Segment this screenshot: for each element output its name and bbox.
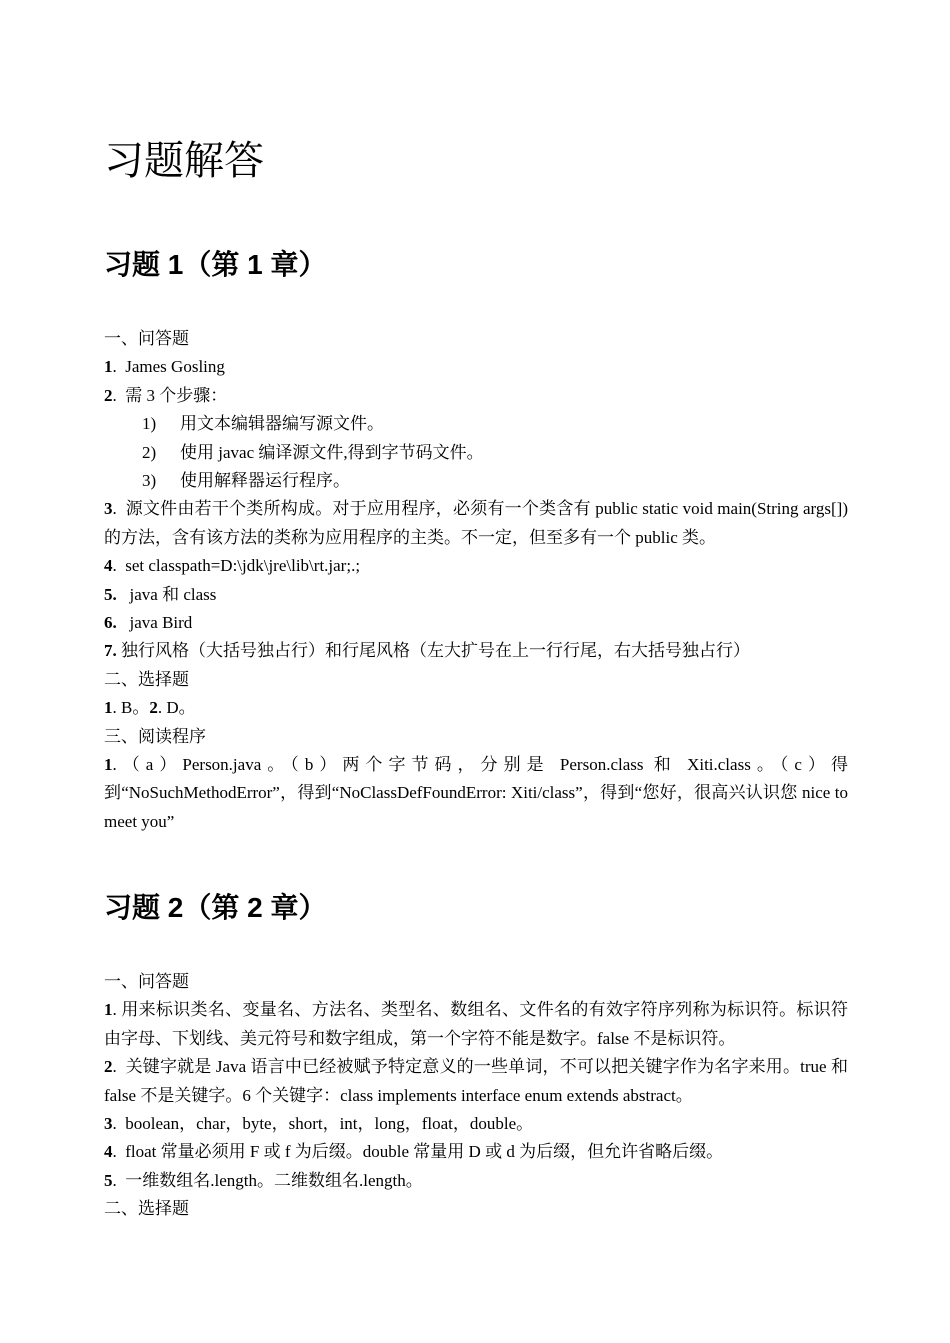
- answer-number: 2: [149, 698, 158, 718]
- answer-text: boolean，char，byte，short，int，long，float，double。: [125, 1114, 534, 1134]
- answer-text: java Bird: [129, 612, 193, 632]
- answer-number: 1: [104, 357, 113, 377]
- step-number: 3): [142, 470, 157, 490]
- step-number: 1): [142, 414, 157, 434]
- answer-text: 独行风格（大括号独占行）和行尾风格（左大扩号在上一行行尾，右大括号独占行）: [121, 641, 750, 661]
- chapter-1-heading: 习题 1（第 1 章）: [104, 249, 327, 280]
- answer-1-7: [104, 637, 848, 665]
- section-qa-heading: 一、问答题: [104, 329, 189, 348]
- answer-number: 5.: [104, 584, 117, 604]
- answer-text: float 常量必须用 F 或 f 为后缀。double 常量用 D 或 d 为后缀，但允许省略后缀。: [125, 1142, 724, 1162]
- answer-number: 1: [104, 1000, 113, 1020]
- answer-text: 关键字就是 Java 语言中已经被赋予特定意义的一些单词，不可以把关键字作为名字来用。true 和 false 不是关键字。6 个关键字：class implements interface enum extends abstract。: [104, 1057, 849, 1105]
- answer-text: 需 3 个步骤：: [125, 385, 228, 405]
- chapter-2-heading: 习题 2（第 2 章）: [104, 892, 327, 923]
- answer-number: 3: [104, 499, 113, 519]
- answer-number: 4: [104, 1142, 113, 1162]
- answer-number: 5: [104, 1170, 113, 1190]
- answer-1-4: 4. set classpath=D:\jdk\jre\lib\rt.jar;.;: [104, 556, 361, 576]
- chapter-1-content: [104, 325, 848, 836]
- step-item: [104, 410, 848, 438]
- answer-1-1: 1. James Gosling: [104, 357, 225, 377]
- step-text: 用文本编辑器编写源文件。: [180, 414, 384, 434]
- section-choice-heading: 二、选择题: [104, 1199, 189, 1219]
- answer-text: 用来标识类名、变量名、方法名、类型名、数组名、文件名的有效字符序列称为标识符。标识符由字母、下划线、美元符号和数字组成，第一个字符不能是数字。false 不是标识符。: [104, 1000, 849, 1048]
- answer-text: set classpath=D:\jdk\jre\lib\rt.jar;.;: [125, 556, 361, 576]
- choice-answers: [104, 694, 848, 722]
- answer-text: . D。: [157, 698, 196, 718]
- answer-number: 1: [104, 698, 113, 718]
- answer-number: 1: [104, 754, 113, 774]
- step-item: [104, 439, 848, 467]
- section-read-heading: 三、阅读程序: [104, 726, 206, 746]
- answer-1-6: [104, 609, 848, 637]
- answer-text: 源文件由若干个类所构成。对于应用程序，必须有一个类含有 public static void main(String args[])的方法，含有该方法的类称为应用程序的主类。不一定，但至多有一个 public 类。: [104, 499, 848, 547]
- step-text: 使用 javac 编译源文件,得到字节码文件。: [180, 442, 484, 462]
- document-title: 习题解答: [104, 138, 264, 183]
- answer-number: 2: [104, 385, 113, 405]
- answer-text: java 和 class: [129, 584, 217, 604]
- answer-number: 2: [104, 1057, 113, 1077]
- answer-1-3: 3. 源文件由若干个类所构成。对于应用程序，必须有一个类含有 public static void main(String args[])的方法，含有该方法的类称为应用程序的主类。不一定，但至多有一个 public 类。: [104, 499, 848, 547]
- answer-number: 7.: [104, 641, 117, 661]
- answer-text: James Gosling: [125, 357, 225, 377]
- answer-text: . B。: [112, 698, 150, 718]
- answer-text: 一维数组名.length。二维数组名.length。: [125, 1170, 423, 1190]
- answer-text: （a）Person.java。（b）两个字节码，分别是 Person.class 和 Xiti.class。（c）得到“NoSuchMethodError”，得到“NoClassDefFoundError: Xiti/class”，得到“您好，很高兴认识您 nice to meet you”: [104, 754, 848, 831]
- step-number: 2): [142, 442, 157, 462]
- answer-1-2: 2. 需 3 个步骤：: [104, 385, 228, 405]
- step-text: 使用解释器运行程序。: [180, 470, 350, 490]
- answer-2-4: 4. float 常量必须用 F 或 f 为后缀。double 常量用 D 或 d 为后缀，但允许省略后缀。: [104, 1142, 724, 1162]
- answer-1-5: [104, 581, 848, 609]
- answer-number: 4: [104, 556, 113, 576]
- chapter-2-content: [104, 968, 848, 1224]
- answer-read-1: 1.（a）Person.java。（b）两个字节码，分别是 Person.class 和 Xiti.class。（c）得到“NoSuchMethodError”，得到“NoClassDefFoundError: Xiti/class”，得到“您好，很高兴认识您 nice to meet you”: [104, 754, 848, 831]
- step-item: [104, 467, 848, 495]
- answer-2-3: 3. boolean，char，byte，short，int，long，float，double。: [104, 1114, 534, 1134]
- section-choice-heading: 二、选择题: [104, 669, 189, 689]
- answer-number: 6.: [104, 612, 117, 632]
- answer-number: 3: [104, 1114, 113, 1134]
- answer-2-1: 1. 用来标识类名、变量名、方法名、类型名、数组名、文件名的有效字符序列称为标识符。标识符由字母、下划线、美元符号和数字组成，第一个字符不能是数字。false 不是标识符。: [104, 1000, 849, 1048]
- section-qa-heading: 一、问答题: [104, 972, 189, 991]
- answer-2-5: 5. 一维数组名.length。二维数组名.length。: [104, 1170, 423, 1190]
- answer-2-2: 2. 关键字就是 Java 语言中已经被赋予特定意义的一些单词，不可以把关键字作为名字来用。true 和 false 不是关键字。6 个关键字：class implements interface enum extends abstract。: [104, 1057, 849, 1105]
